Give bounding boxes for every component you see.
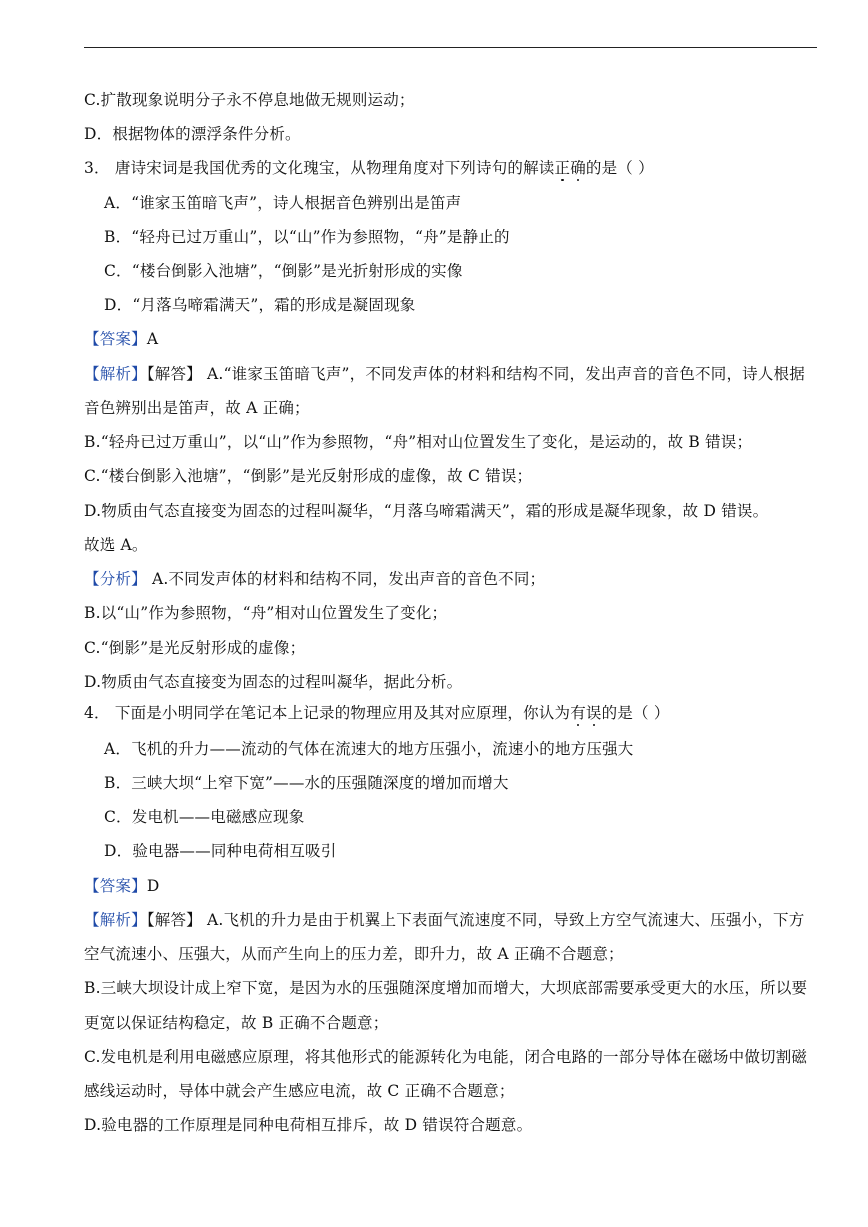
text-line: B.“轻舟已过万重山”，以“山”作为参照物，“舟”相对山位置发生了变化，是运动的，故 B 错误； [84, 433, 753, 451]
text-line: D.验电器的工作原理是同种电荷相互排斥，故 D 错误符合题意。 [84, 1116, 533, 1134]
explanation-tag: 【解析】 [84, 911, 147, 929]
explanation-line [84, 910, 804, 930]
answer-value: D [146, 877, 160, 895]
answer-value: A [146, 330, 159, 348]
text-line: 更宽以保证结构稳定，故 B 正确不合题意； [84, 1014, 389, 1032]
stem-text: 的是（ ） [585, 159, 654, 177]
answer-line [84, 876, 159, 896]
stem-text: 3． 唐诗宋词是我国优秀的文化瑰宝，从物理角度对下列诗句的解读 [84, 159, 555, 177]
option-a: A．飞机的升力——流动的气体在流速大的地方压强小，流速小的地方压强大 [104, 740, 634, 758]
analysis-text: A.不同发声体的材料和结构不同，发出声音的音色不同； [146, 570, 546, 588]
option-d: D．“月落乌啼霜满天”，霜的形成是凝固现象 [104, 296, 416, 314]
answer-line [84, 329, 158, 349]
text-line: D．根据物体的漂浮条件分析。 [84, 125, 301, 143]
option-c: C．发电机——电磁感应现象 [104, 808, 305, 826]
text-line: 空气流速小、压强大，从而产生向上的压力差，即升力，故 A 正确不合题意； [84, 945, 624, 963]
stem-text: 4． 下面是小明同学在笔记本上记录的物理应用及其对应原理，你认为 [84, 704, 571, 722]
question-3-stem [84, 158, 654, 178]
emphasis-char: 正 [554, 159, 571, 177]
option-b: B．三峡大坝“上窄下宽”——水的压强随深度的增加而增大 [104, 774, 509, 792]
option-c: C．“楼台倒影入池塘”，“倒影”是光折射形成的实像 [104, 262, 463, 280]
option-b: B．“轻舟已过万重山”，以“山”作为参照物，“舟”是静止的 [104, 228, 510, 246]
text-line: B.三峡大坝设计成上窄下宽，是因为水的压强随深度增加而增大，大坝底部需要承受更大的水压，所以要 [84, 979, 808, 997]
option-d: D．验电器——同种电荷相互吸引 [104, 842, 337, 860]
answer-tag: 【答案】 [84, 330, 147, 348]
answer-tag: 【答案】 [84, 877, 147, 895]
text-line: C.发电机是利用电磁感应原理，将其他形式的能源转化为电能，闭合电路的一部分导体在磁场中做切割磁 [84, 1048, 808, 1066]
explanation-line [84, 364, 805, 384]
text-line: D.物质由气态直接变为固态的过程叫凝华，“月落乌啼霜满天”，霜的形成是凝华现象，故 D 错误。 [84, 502, 769, 520]
emphasis-char: 有 [570, 704, 586, 722]
explanation-text: 【解答】 A.“谁家玉笛暗飞声”，不同发声体的材料和结构不同，发出声音的音色不同，诗人根据 [146, 365, 805, 383]
text-line: C.“倒影”是光反射形成的虚像； [84, 639, 306, 657]
analysis-tag: 【分析】 [84, 570, 147, 588]
text-line: B.以“山”作为参照物，“舟”相对山位置发生了变化； [84, 604, 448, 622]
explanation-text: 【解答】 A.飞机的升力是由于机翼上下表面气流速度不同，导致上方空气流速大、压强小，下方 [146, 911, 805, 929]
analysis-line [84, 569, 545, 589]
text-line: C.“楼台倒影入池塘”，“倒影”是光反射形成的虚像，故 C 错误； [84, 467, 533, 485]
text-line: D.物质由气态直接变为固态的过程叫凝华，据此分析。 [84, 673, 463, 691]
header-rule [84, 47, 817, 48]
text-line: C.扩散现象说明分子永不停息地做无规则运动； [84, 91, 415, 109]
option-a: A．“谁家玉笛暗飞声”，诗人根据音色辨别出是笛声 [104, 194, 462, 212]
emphasis-char: 误 [585, 704, 602, 722]
text-line: 故选 A。 [84, 536, 148, 554]
emphasis-char: 确 [570, 159, 586, 177]
stem-text: 的是（ ） [601, 704, 670, 722]
question-4-stem [84, 703, 670, 723]
text-line: 感线运动时，导体中就会产生感应电流，故 C 正确不合题意； [84, 1082, 515, 1100]
explanation-tag: 【解析】 [84, 365, 147, 383]
text-line: 音色辨别出是笛声，故 A 正确； [84, 399, 310, 417]
